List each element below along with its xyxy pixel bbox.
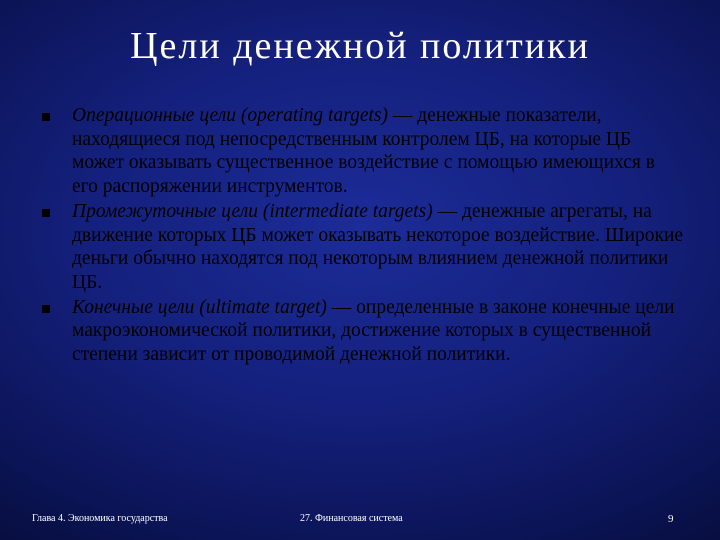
- bullet-term: Конечные цели (ultimate target): [72, 296, 327, 318]
- footer-section: 27. Финансовая система: [300, 513, 403, 524]
- bullet-item-intermediate-targets: [38, 200, 684, 295]
- bullet-list: [38, 104, 684, 367]
- square-bullet-icon: [42, 209, 50, 217]
- bullet-text: — денежные показатели, находящиеся под непосредственным контролем ЦБ, на которые ЦБ может оказывать существенное воздействие с помощью имеющихся в его распоряжении инструментов.: [72, 105, 655, 198]
- bullet-item-operating-targets: [38, 104, 684, 199]
- footer-chapter: Глава 4. Экономика государства: [32, 513, 168, 524]
- square-bullet-icon: [42, 113, 50, 121]
- slide-title: Цели денежной политики: [130, 25, 590, 67]
- bullet-text: — денежные агрегаты, на движение которых ЦБ может оказывать некоторое воздействие. Широкие деньги обычно находятся под некоторым влиянием денежной политики ЦБ.: [72, 200, 684, 293]
- square-bullet-icon: [42, 305, 50, 313]
- bullet-term: Промежуточные цели (intermediate targets): [72, 200, 433, 222]
- bullet-text: — определенные в законе конечные цели макроэкономической политики, достижение которых в существенной степени зависит от проводимой денежной политики.: [72, 296, 675, 366]
- bullet-item-ultimate-target: [38, 296, 684, 367]
- footer-page-number: 9: [668, 513, 674, 525]
- bullet-term: Операционные цели (operating targets): [72, 105, 388, 126]
